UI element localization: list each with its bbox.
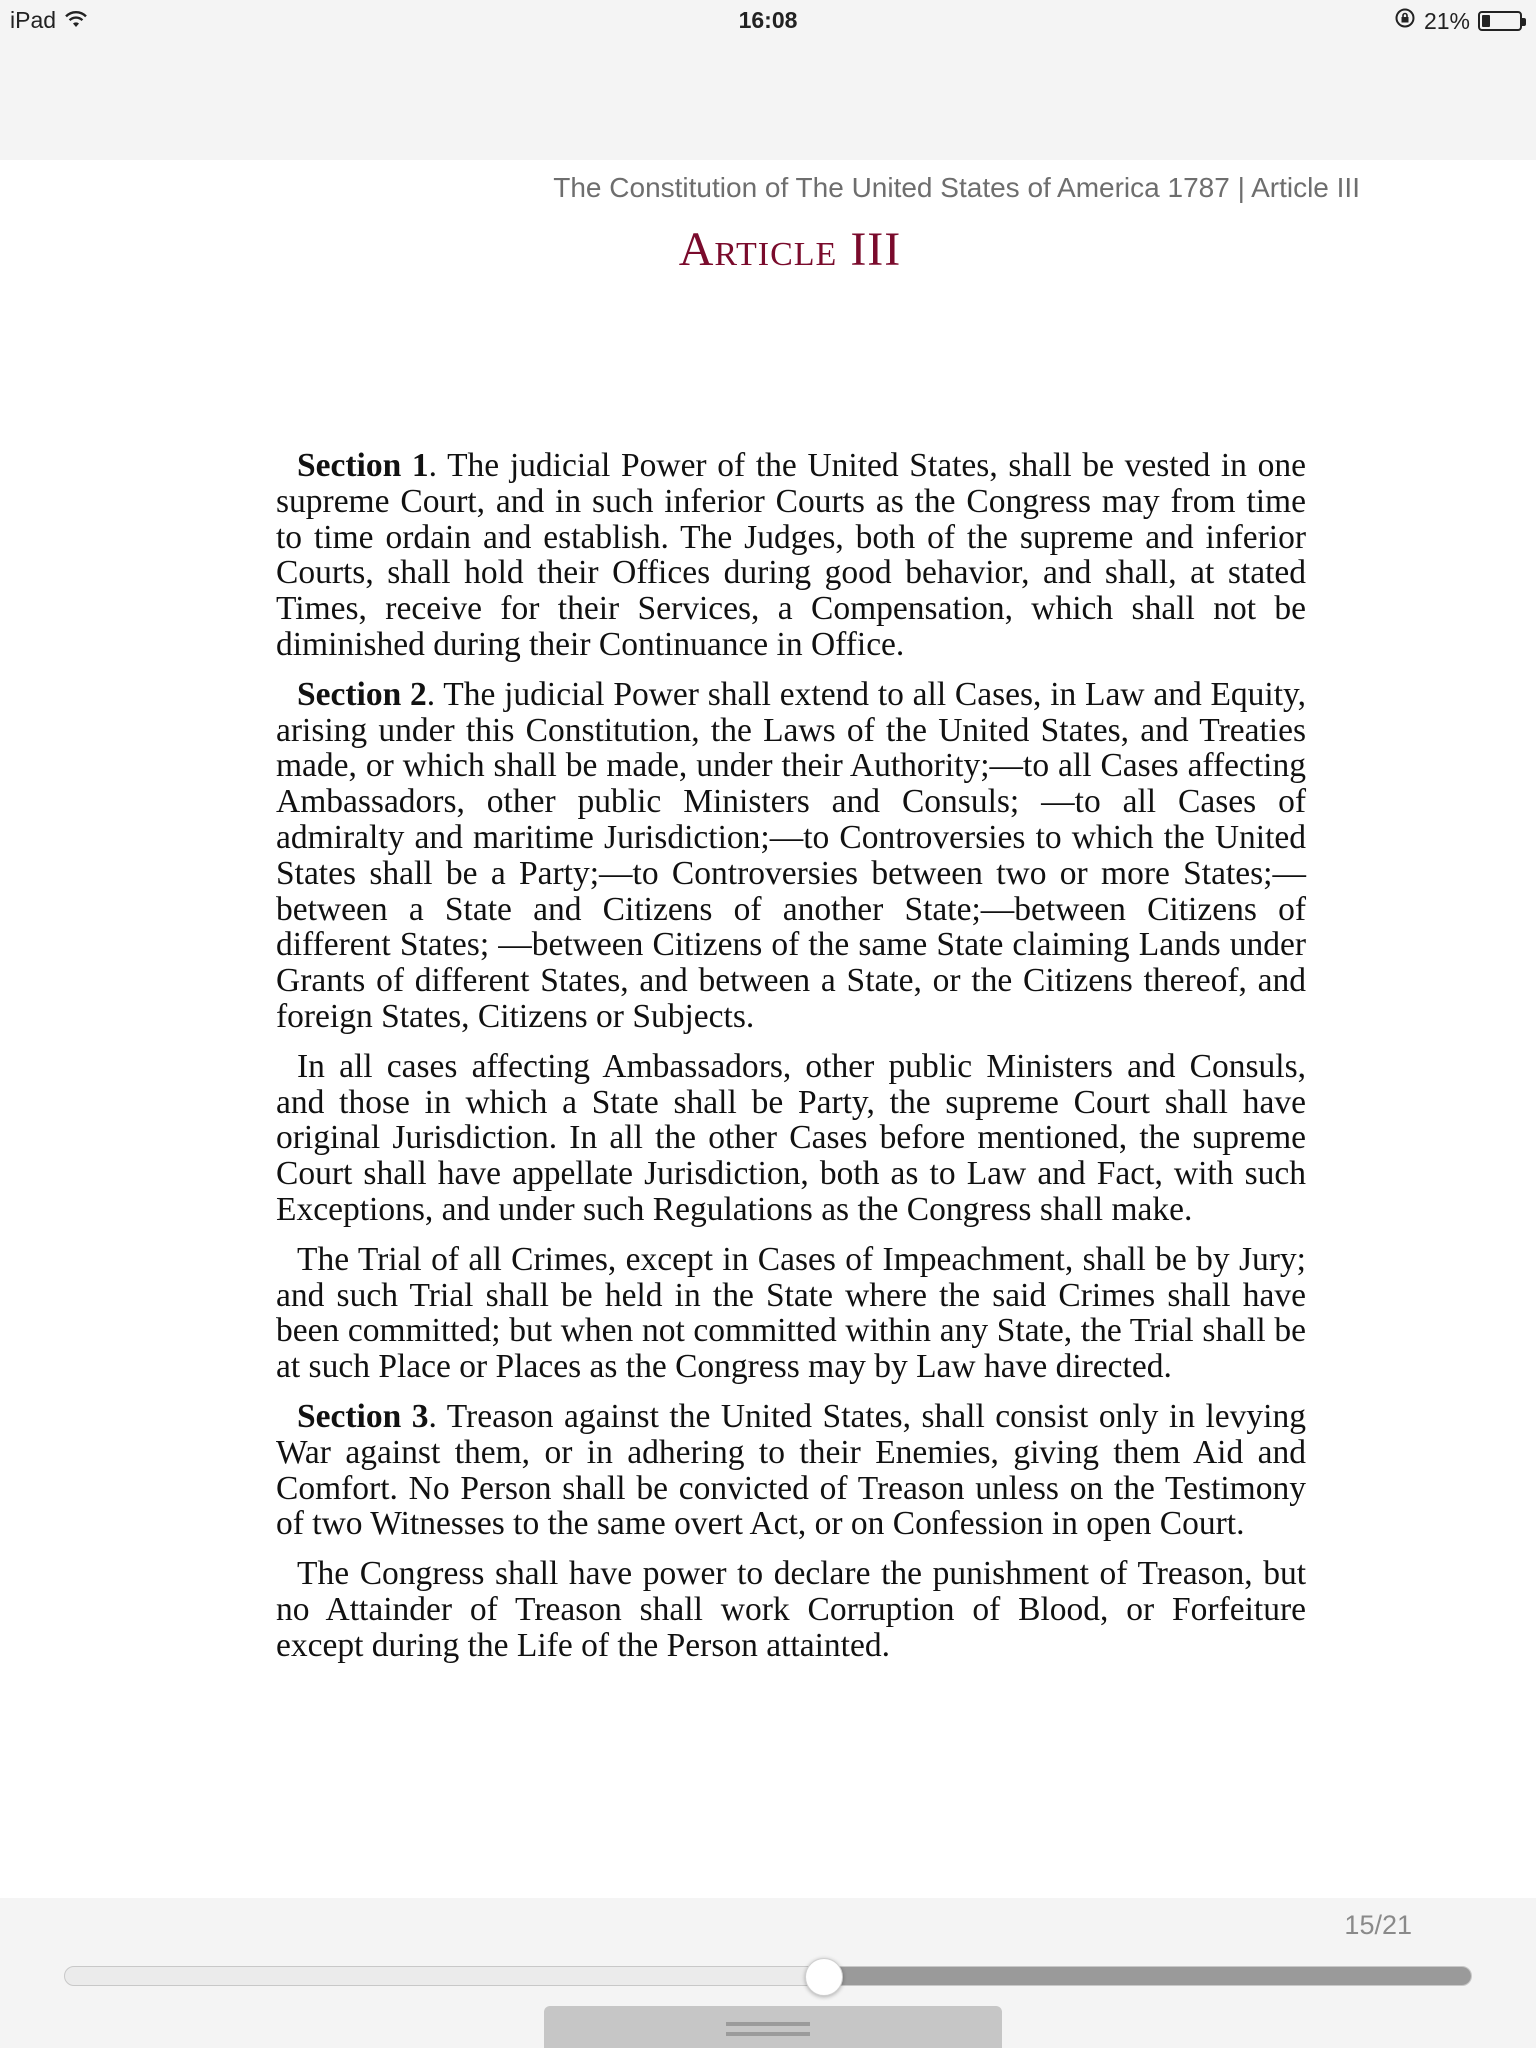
section-heading: Section 2: [297, 675, 427, 713]
battery-tip: [1522, 18, 1526, 26]
status-right: [1394, 7, 1522, 35]
paragraph: [276, 448, 1306, 663]
page-scrubber-remaining: [823, 1967, 1471, 1985]
top-toolbar: [0, 0, 1536, 160]
section-heading: Section 1: [297, 447, 429, 484]
paragraph: [276, 1399, 1306, 1542]
paragraph-text: . The judicial Power of the United States, shall be vested in one supreme Court, and in such inferior Courts as the Congress may from time to time ordain and establish. The Judges, both of the supreme and inferior Courts, shall hold their Offices during good behavior, and shall, at stated Times, receive for their Services, a Compensation, which shall not be diminished during their Continuance in Office.: [276, 447, 1306, 663]
page-scrubber-track[interactable]: [64, 1966, 1472, 1986]
paragraph-text: . The judicial Power shall extend to all Cases, in Law and Equity, arising under this Constitution, the Laws of the United States, and Treaties made, or which shall be made, under their Authority;—to all Cases affecting Ambassadors, other public Ministers and Consuls; —to all Cases of admiralty and maritime Jurisdiction;—to Controversies to which the United States shall be a Party;—to Controversies between two or more States;—between a State and Citizens of another State;—between Citizens of different States; —between Citizens of the same State claiming Lands under Grants of different States, and between a State, or the Citizens thereof, and foreign States, Citizens or Subjects.: [276, 675, 1306, 1035]
section-heading: Section 3: [297, 1397, 429, 1435]
battery-icon: [1478, 11, 1522, 31]
paragraph-text: The Trial of all Crimes, except in Cases of Impeachment, shall be by Jury; and such Trial shall be held in the State where the said Crimes shall have been committed; but when not committed within any State, the Trial shall be at such Place or Places as the Congress may by Law have directed.: [276, 1240, 1306, 1386]
battery-percent: 21%: [1423, 7, 1470, 34]
rotation-lock-icon: [1394, 7, 1416, 35]
paragraph-text: In all cases affecting Ambassadors, other public Ministers and Consuls, and those in which a State shall be Party, the supreme Court shall have original Jurisdiction. In all the other Cases before mentioned, the supreme Court shall have appellate Jurisdiction, both as to Law and Fact, with such Exceptions, and under such Regulations as the Congress shall make.: [276, 1047, 1306, 1228]
status-bar: [0, 0, 1536, 42]
article-title: Article III: [678, 223, 902, 276]
page-count: 15/21: [1344, 1910, 1412, 1940]
paragraph: [276, 1556, 1306, 1663]
paragraph: [276, 1242, 1306, 1385]
paragraph-text: . Treason against the United States, shall consist only in levying War against them, or in adhering to their Enemies, giving them Aid and Comfort. No Person shall be convicted of Treason unless on the Testimony of two Witnesses to the same overt Act, or on Confession in open Court.: [276, 1397, 1306, 1543]
paragraph: [276, 1049, 1306, 1228]
running-header: The Constitution of The United States of America 1787 | Article III: [553, 172, 1360, 203]
clock: 16:08: [738, 7, 798, 33]
device-name: iPad: [10, 7, 57, 33]
article-body: [276, 448, 1306, 1678]
battery-fill: [1482, 15, 1490, 27]
drawer-handle[interactable]: [544, 2006, 1002, 2048]
paragraph-text: The Congress shall have power to declare the punishment of Treason, but no Attainder of Treason shall work Corruption of Blood, or Forfeiture except during the Life of the Person attainted.: [276, 1555, 1306, 1664]
paragraph: [276, 677, 1306, 1035]
grip-icon: [726, 2022, 810, 2036]
